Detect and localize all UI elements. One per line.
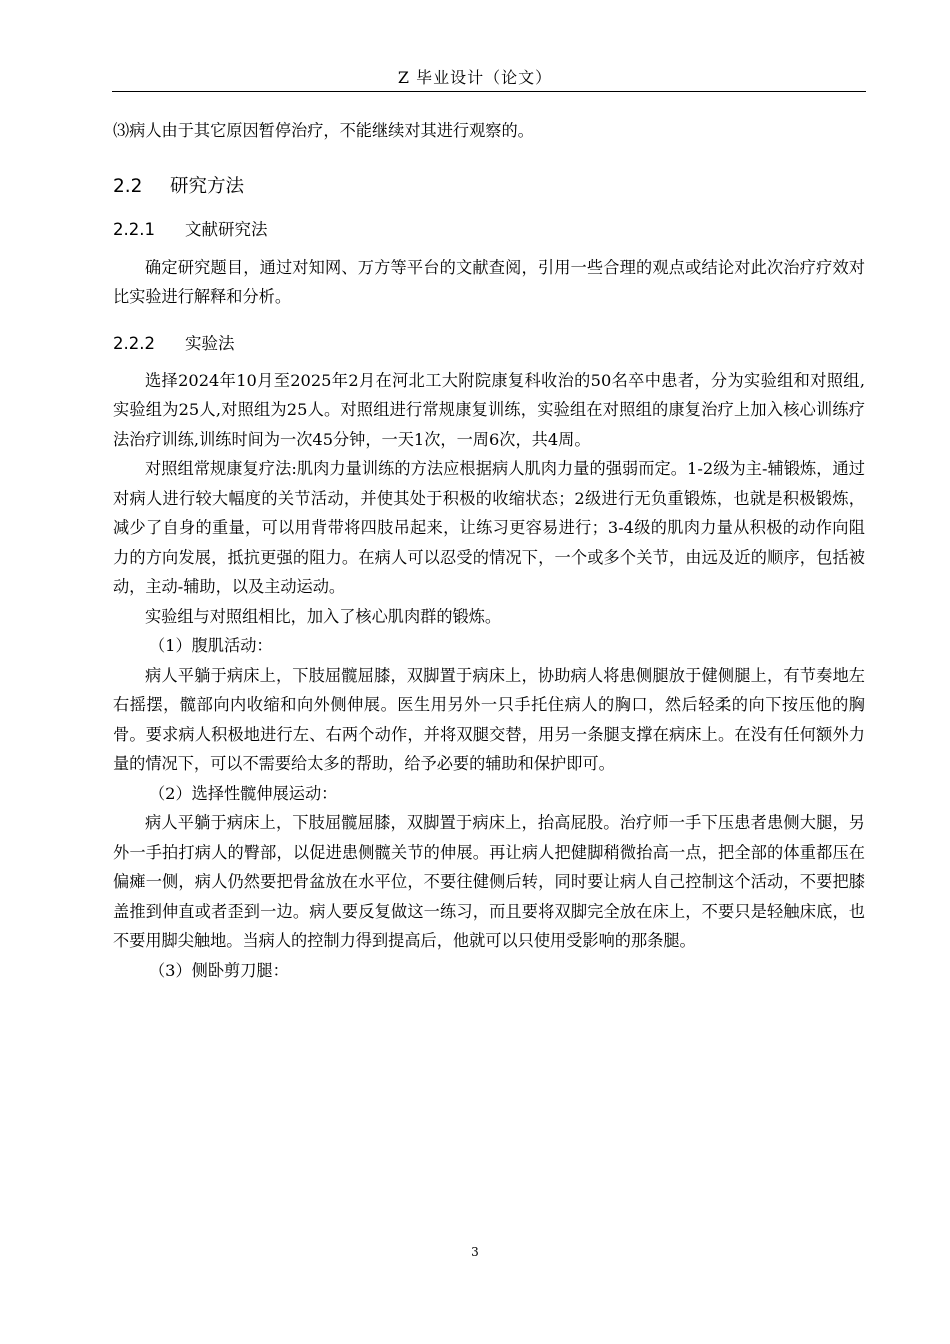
section-title: 文献研究法	[185, 219, 268, 239]
subsection-title-hip-extension: （2）选择性髋伸展运动：	[149, 783, 338, 803]
section-number: 2.2	[113, 175, 143, 197]
section-heading-2-2	[113, 172, 865, 202]
section-title: 研究方法	[170, 175, 245, 197]
subsection-title-side-scissor: （3）侧卧剪刀腿：	[149, 960, 289, 980]
section-heading-2-2-2	[113, 329, 865, 358]
page-body	[113, 112, 865, 985]
paragraph-experimental-group: 实验组与对照组相比，加入了核心肌肉群的锻炼。	[145, 606, 502, 626]
section-title: 实验法	[185, 333, 235, 353]
paragraph-experiment-design: 选择2024年10月至2025年2月在河北工大附院康复科收治的50名卒中患者，分为实验组和对照组,实验组为25人,对照组为25人。对照组进行常规康复训练，实验组在对照组的康复治疗上加入核心训练疗法治疗训练,训练时间为一次45分钟，一天1次，一周6次，共4周。	[113, 370, 865, 449]
paragraph-literature-method: 确定研究题目，通过对知网、万方等平台的文献查阅，引用一些合理的观点或结论对此次治疗疗效对比实验进行解释和分析。	[113, 257, 865, 306]
paragraph-hip-extension: 病人平躺于病床上，下肢屈髋屈膝，双脚置于病床上，抬高屁股。治疗师一手下压患者患侧大腿，另外一手拍打病人的臀部，以促进患侧髋关节的伸展。再让病人把健脚稍微抬高一点，把全部的体重都压在偏瘫一侧，病人仍然要把骨盆放在水平位，不要往健侧后转，同时要让病人自己控制这个活动，不要把膝盖推到伸直或者歪到一边。病人要反复做这一练习，而且要将双脚完全放在床上，不要只是轻触床底，也不要用脚尖触地。当病人的控制力得到提高后，他就可以只使用受影响的那条腿。	[113, 813, 865, 950]
section-heading-2-2-1	[113, 215, 865, 244]
paragraph-exclusion-criterion-3: ⑶病人由于其它原因暂停治疗，不能继续对其进行观察的。	[113, 121, 534, 140]
section-number: 2.2.1	[113, 219, 155, 239]
section-number: 2.2.2	[113, 333, 155, 353]
header-divider	[112, 91, 866, 92]
page-header-title: Z 毕业设计（论文）	[397, 68, 553, 87]
page-number: 3	[471, 1245, 479, 1259]
paragraph-control-group-therapy: 对照组常规康复疗法:肌肉力量训练的方法应根据病人肌肉力量的强弱而定。1-2级为主-辅锻炼，通过对病人进行较大幅度的关节活动，并使其处于积极的收缩状态；2级进行无负重锻炼，也就是积极锻炼，减少了自身的重量，可以用背带将四肢吊起来，让练习更容易进行；3-4级的肌肉力量从积极的动作向阻力的方向发展，抵抗更强的阻力。在病人可以忍受的情况下，一个或多个关节，由远及近的顺序，包括被动，主动-辅助，以及主动运动。	[113, 459, 865, 596]
subsection-title-abdominal: （1）腹肌活动：	[149, 636, 273, 655]
paragraph-abdominal-activity: 病人平躺于病床上，下肢屈髋屈膝，双脚置于病床上，协助病人将患侧腿放于健侧腿上，有节奏地左右摇摆，髋部向内收缩和向外侧伸展。医生用另外一只手托住病人的胸口，然后轻柔的向下按压他的胸骨。要求病人积极地进行左、右两个动作，并将双腿交替，用另一条腿支撑在病床上。在没有任何额外力量的情况下，可以不需要给太多的帮助，给予必要的辅助和保护即可。	[113, 665, 865, 773]
